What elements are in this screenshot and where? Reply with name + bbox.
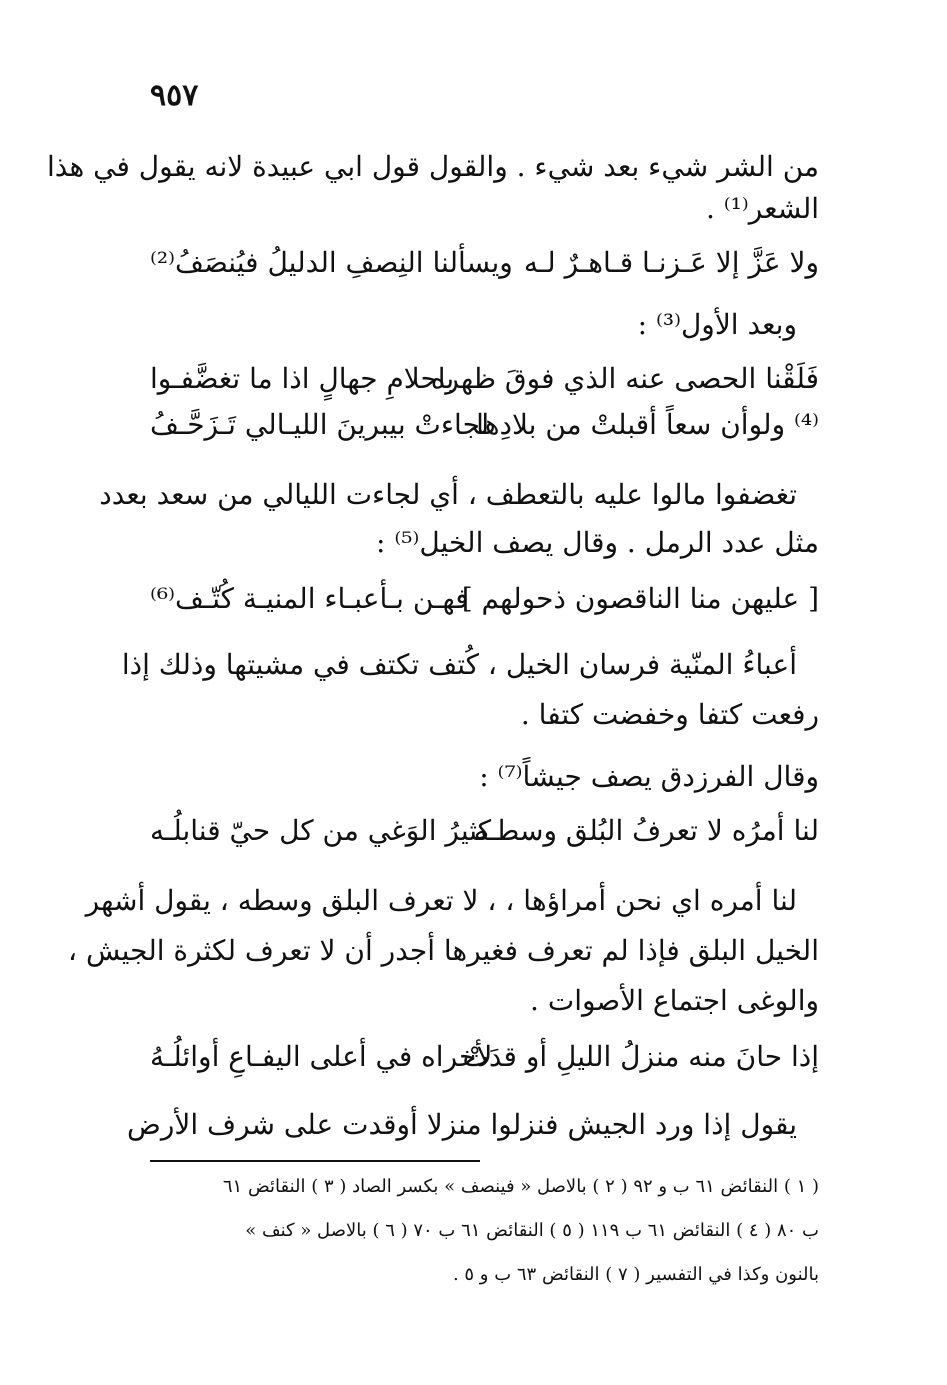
page-number: ٩٥٧ xyxy=(150,78,199,113)
verse-6-first-hemistich: إذا حانَ منه منزلُ الليلِ أو قدَتْ xyxy=(462,1040,819,1073)
verse-3 xyxy=(150,408,819,456)
verse-5-second-hemistich: كثيرُ الوَغي من كل حيّ قنابلُـه xyxy=(150,814,492,847)
verse-6 xyxy=(150,1040,819,1088)
footnotes xyxy=(139,1165,819,1297)
verse-3-second-hemistich: لجاءتْ بيبرينَ الليـالي تَـزَحَّـفُ xyxy=(150,408,490,441)
paragraph-7: يقول إذا ورد الجيش فنزلوا منزلا أوقدت على شرف الأرض xyxy=(127,1108,797,1141)
paragraph-1-line-1: من الشر شيء بعد شيء . والقول قول ابي عبيدة لانه يقول في هذا xyxy=(47,150,819,183)
paragraph-3-line-1: تغضفوا مالوا عليه بالتعطف ، أي لجاءت الليالي من سعد بعدد xyxy=(99,478,797,511)
verse-1-first-hemistich: ولا عَزَّ إلا عَـزنـا قـاهـرٌ لـه xyxy=(523,246,819,279)
paragraph-6-line-3: والوغى اجتماع الأصوات . xyxy=(530,984,819,1017)
paragraph-4-line-2: رفعت كتفا وخفضت كتفا . xyxy=(520,698,819,731)
paragraph-1-line-2: الشعر⁽¹⁾ . xyxy=(705,192,819,225)
paragraph-3-line-2: مثل عدد الرمل . وقال يصف الخيل⁽⁵⁾ : xyxy=(376,526,819,559)
verse-3-first-hemistich: ⁽⁴⁾ ولوأن سعاً أقبلتْ من بلادِها xyxy=(476,408,819,441)
verse-5-first-hemistich: لنا أمرُه لا تعرفُ البُلق وسطـه xyxy=(473,814,819,847)
paragraph-2: وبعد الأول⁽³⁾ : xyxy=(637,308,797,341)
verse-4-first-hemistich: [ عليهن منا الناقصون ذحولهم ] xyxy=(461,582,819,615)
paragraph-6-line-2: الخيل البلق فإذا لم تعرف فغيرها أجدر أن لا تعرف لكثرة الجيش ، xyxy=(68,934,819,967)
footnote-line-2: ب ٨٠ ( ٤ ) النقائض ٦١ ب ١١٩ ( ٥ ) النقائض ٦١ ب ٧٠ ( ٦ ) بالاصل « كنف » xyxy=(245,1220,819,1241)
footnote-line-1: ( ١ ) النقائض ٦١ ب و ٩٢ ( ٢ ) بالاصل « فينصف » بكسر الصاد ( ٣ ) النقائض ٦١ xyxy=(222,1176,819,1197)
verse-1-second-hemistich: ويسألنا النِصفِ الدليلُ فيُنصَفُ⁽²⁾ xyxy=(150,246,513,279)
verse-2 xyxy=(150,362,819,410)
verse-5 xyxy=(150,814,819,862)
verse-6-second-hemistich: لأخراه في أعلى اليفـاعِ أوائلُـهُ xyxy=(150,1040,493,1073)
paragraph-4-line-1: أعباءُ المنّية فرسان الخيل ، كُتف تكتف في مشيتها وذلك إذا xyxy=(121,648,797,681)
verse-4 xyxy=(150,582,819,630)
footnote-divider xyxy=(150,1160,480,1162)
verse-2-second-hemistich: باحلامِ جهالٍ اذا ما تغضَّفـوا xyxy=(150,362,455,395)
verse-1 xyxy=(150,246,819,294)
verse-2-first-hemistich: فَلَقْنا الحصى عنه الذي فوقَ ظهره xyxy=(430,362,819,395)
paragraph-6-line-1: لنا أمره اي نحن أمراؤها ، ، لا تعرف البلق وسطه ، يقول أشهر xyxy=(85,884,797,917)
verse-4-second-hemistich: فهـن بـأعبـاء المنيـة كُتّـف⁽⁶⁾ xyxy=(150,582,469,615)
paragraph-5: وقال الفرزدق يصف جيشاً⁽⁷⁾ : xyxy=(479,760,819,793)
footnote-line-3: بالنون وكذا في التفسير ( ٧ ) النقائض ٦٣ ب و ٥ . xyxy=(452,1264,819,1285)
